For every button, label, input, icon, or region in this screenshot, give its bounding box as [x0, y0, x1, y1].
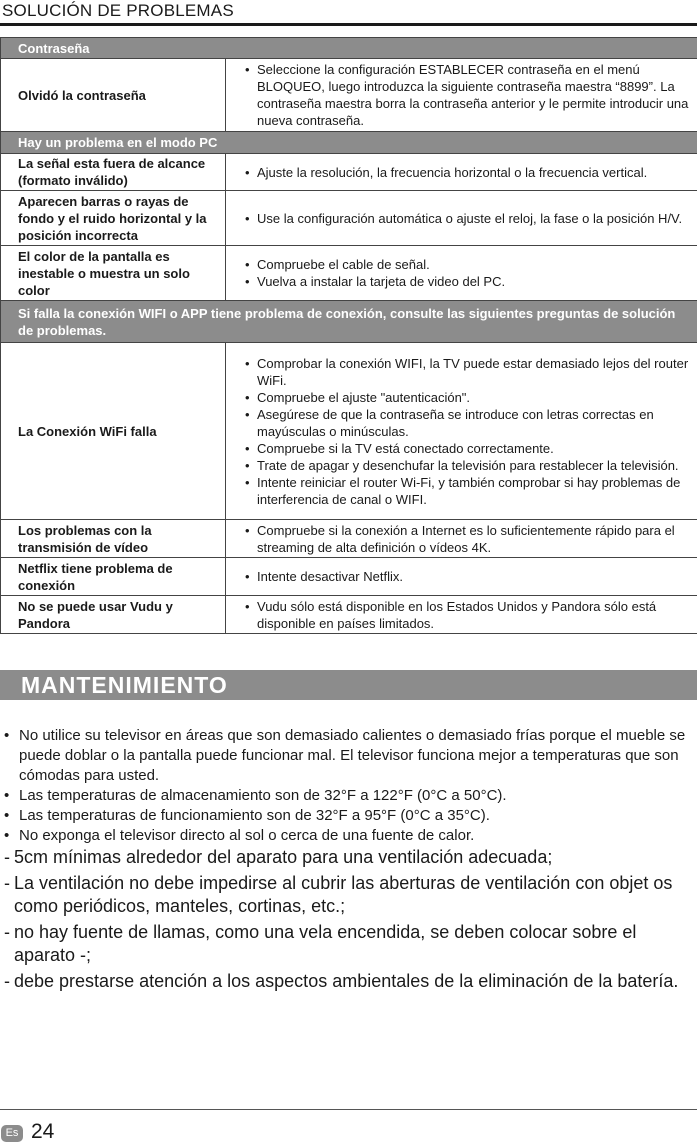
maintenance-bullet-list: [0, 726, 690, 846]
dash-item-text: 5cm mínimas alrededor del aparato para una ventilación adecuada;: [14, 847, 553, 867]
dash-item: - debe prestarse atención a los aspectos ambientales de la eliminación de la batería.: [4, 971, 679, 991]
problem-cell: La señal esta fuera de alcance (formato inválido): [1, 154, 226, 191]
solution-cell: [226, 59, 697, 132]
solution-list: [243, 355, 693, 508]
solution-list: [243, 598, 693, 632]
solution-cell: [226, 343, 697, 520]
maintenance-dash-list: [0, 846, 690, 996]
bullet-item: • No exponga el televisor directo al sol o cerca de una fuente de calor.: [0, 826, 690, 846]
solution-list: [243, 256, 693, 290]
problem-cell: El color de la pantalla es inestable o muestra un solo color: [1, 246, 226, 301]
bullet-item: • Asegúrese de que la contraseña se introduce con letras correctas en mayúsculas o minúsculas.: [243, 406, 693, 440]
dash-item: - La ventilación no debe impedirse al cubrir las aberturas de ventilación con objet os como periódicos, manteles, cortinas, etc.;: [4, 873, 673, 916]
maintenance-header: [0, 670, 697, 700]
solution-list: [243, 61, 693, 129]
table-row: [1, 246, 697, 301]
bullet-item: • Ajuste la resolución, la frecuencia horizontal o la frecuencia vertical.: [243, 164, 693, 181]
bullet-item: • Las temperaturas de almacenamiento son de 32°F a 122°F (0°C a 50°C).: [0, 786, 690, 806]
language-badge: Es: [1, 1125, 23, 1142]
solution-list: [243, 164, 693, 181]
bullet-item: • Vudu sólo está disponible en los Estados Unidos y Pandora sólo está disponible en países limitados.: [243, 598, 693, 632]
dash-item: - 5cm mínimas alrededor del aparato para una ventilación adecuada;: [4, 847, 553, 867]
bullet-item: • Las temperaturas de funcionamiento son de 32°F a 95°F (0°C a 35°C).: [0, 806, 690, 826]
bullet-item: • Compruebe si la TV está conectado correctamente.: [243, 440, 693, 457]
table-row: [1, 59, 697, 132]
solution-cell: [226, 596, 697, 634]
solution-cell: [226, 191, 697, 246]
bullet-item: • Compruebe el cable de señal.: [243, 256, 693, 273]
problem-cell: La Conexión WiFi falla: [1, 343, 226, 520]
solution-cell: [226, 520, 697, 558]
section-header-password: Contraseña: [1, 38, 697, 59]
table-row: [1, 596, 697, 634]
table-row: [1, 191, 697, 246]
footer-rule: [0, 1109, 697, 1110]
problem-cell: Netflix tiene problema de conexión: [1, 558, 226, 596]
page-title: SOLUCIÓN DE PROBLEMAS: [2, 1, 234, 20]
dash-item-text: La ventilación no debe impedirse al cubrir las aberturas de ventilación con objet os como periódicos, manteles, cortinas, etc.;: [14, 873, 673, 916]
problem-cell: Los problemas con la transmisión de vídeo: [1, 520, 226, 558]
solution-cell: [226, 154, 697, 191]
bullet-item: • Trate de apagar y desenchufar la televisión para restablecer la televisión.: [243, 457, 693, 474]
bullet-item: • Intente reiniciar el router Wi-Fi, y también comprobar si hay problemas de interferencia de canal o WIFI.: [243, 474, 693, 508]
dash-item-text: debe prestarse atención a los aspectos ambientales de la eliminación de la batería.: [14, 971, 679, 991]
table-row: [1, 154, 697, 191]
table-row: [1, 343, 697, 520]
title-rule: [0, 23, 697, 26]
problem-cell: No se puede usar Vudu y Pandora: [1, 596, 226, 634]
bullet-item: • Vuelva a instalar la tarjeta de video del PC.: [243, 273, 693, 290]
table-row: [1, 558, 697, 596]
dash-item-text: no hay fuente de llamas, como una vela encendida, se deben colocar sobre el aparato -;: [14, 922, 637, 965]
bullet-item: • No utilice su televisor en áreas que son demasiado calientes o demasiado frías porque el mueble se puede doblar o la pantalla puede funcionar mal. El televisor funciona mejor a temperaturas que son cómodas para usted.: [0, 726, 690, 786]
bullet-item: • Comprobar la conexión WIFI, la TV puede estar demasiado lejos del router WiFi.: [243, 355, 693, 389]
bullet-item: • Seleccione la configuración ESTABLECER contraseña en el menú BLOQUEO, luego introduzca la siguiente contraseña maestra “8899”. La contraseña maestra borra la contraseña anterior y le permite introducir una nueva contraseña.: [243, 61, 693, 129]
solution-list: [243, 568, 693, 585]
bullet-item: • Use la configuración automática o ajuste el reloj, la fase o la posición H/V.: [243, 210, 693, 227]
bullet-item: • Compruebe si la conexión a Internet es lo suficientemente rápido para el streaming de alta definición o vídeos 4K.: [243, 522, 693, 556]
problem-cell: Aparecen barras o rayas de fondo y el ruido horizontal y la posición incorrecta: [1, 191, 226, 246]
dash-item: - no hay fuente de llamas, como una vela encendida, se deben colocar sobre el aparato -;: [4, 922, 637, 965]
solution-cell: [226, 246, 697, 301]
maintenance-title: MANTENIMIENTO: [21, 672, 228, 698]
solution-list: [243, 210, 693, 227]
page-number: 24: [31, 1120, 55, 1143]
solution-cell: [226, 558, 697, 596]
bullet-item: • Compruebe el ajuste "autenticación".: [243, 389, 693, 406]
problem-cell: Olvidó la contraseña: [1, 59, 226, 132]
section-header-pc: Hay un problema en el modo PC: [1, 132, 697, 154]
solution-list: [243, 522, 693, 556]
table-row: [1, 520, 697, 558]
section-header-wifi: Si falla la conexión WIFI o APP tiene problema de conexión, consulte las siguientes preguntas de solución de problemas.: [1, 301, 697, 343]
bullet-item: • Intente desactivar Netflix.: [243, 568, 693, 585]
troubleshooting-table: [0, 37, 697, 634]
